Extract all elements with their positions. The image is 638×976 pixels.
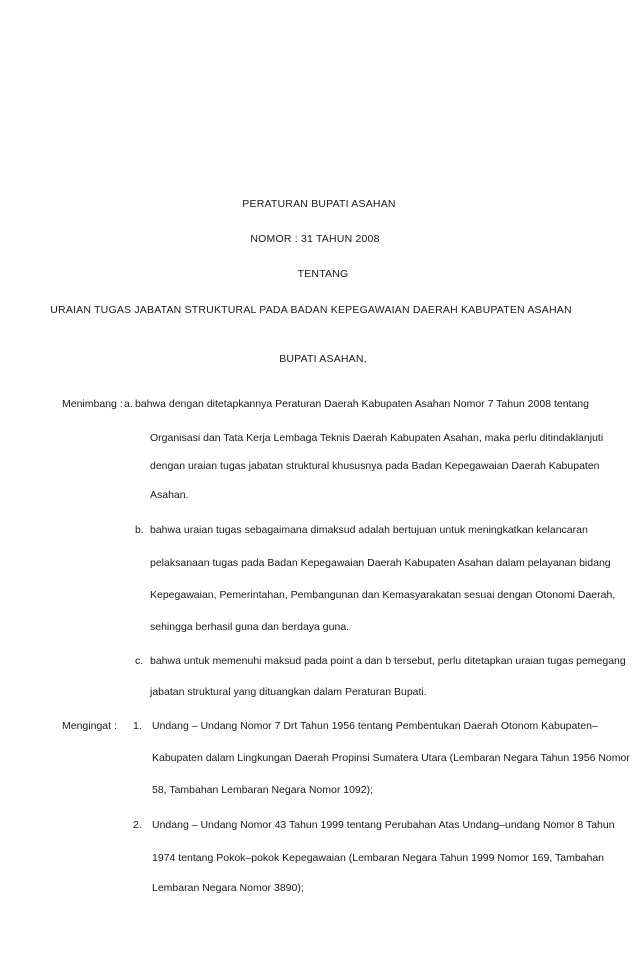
item-line: bahwa dengan ditetapkannya Peraturan Daerah Kabupaten Asahan Nomor 7 Tahun 2008 tentang — [135, 398, 589, 410]
regulation-number: NOMOR : 31 TAHUN 2008 — [250, 233, 380, 245]
about-heading: TENTANG — [297, 268, 349, 280]
item-line: Kepegawaian, Pemerintahan, Pembangunan dan Kemasyarakatan sesuai dengan Otonomi Daerah, — [150, 589, 616, 601]
item-line: pelaksanaan tugas pada Badan Kepegawaian Daerah Kabupaten Asahan dalam pelayanan bidang — [150, 557, 611, 569]
regulation-title: PERATURAN BUPATI ASAHAN — [242, 198, 396, 210]
regulation-subject: URAIAN TUGAS JABATAN STRUKTURAL PADA BADAN KEPEGAWAIAN DAERAH KABUPATEN ASAHAN — [50, 304, 572, 316]
item-line: jabatan struktural yang dituangkan dalam Peraturan Bupati. — [150, 686, 427, 698]
item-line: Kabupaten dalam Lingkungan Daerah Propinsi Sumatera Utara (Lembaran Negara Tahun 1956 Nomor — [152, 752, 630, 764]
item-marker: c. — [135, 655, 144, 667]
item-line: dengan uraian tugas jabatan struktural khususnya pada Badan Kepegawaian Daerah Kabupaten — [150, 460, 600, 472]
item-line: bahwa untuk memenuhi maksud pada point a dan b tersebut, perlu ditetapkan uraian tugas pemegang — [150, 655, 626, 667]
item-line: Undang – Undang Nomor 43 Tahun 1999 tentang Perubahan Atas Undang–undang Nomor 8 Tahun — [152, 819, 615, 831]
item-marker: 1. — [133, 720, 142, 732]
authority-heading: BUPATI ASAHAN, — [279, 353, 367, 365]
item-line: Organisasi dan Tata Kerja Lembaga Teknis Daerah Kabupaten Asahan, maka perlu ditindaklanjuti — [150, 432, 604, 444]
mengingat-label: Mengingat : — [62, 720, 117, 732]
item-marker: a. — [124, 398, 133, 410]
item-line: Asahan. — [150, 489, 189, 501]
item-marker: 2. — [133, 819, 142, 831]
item-line: 58, Tambahan Lembaran Negara Nomor 1092); — [152, 784, 374, 796]
item-line: 1974 tentang Pokok–pokok Kepegawaian (Lembaran Negara Tahun 1999 Nomor 169, Tambahan — [152, 852, 605, 864]
item-line: Undang – Undang Nomor 7 Drt Tahun 1956 tentang Pembentukan Daerah Otonom Kabupaten– — [152, 720, 598, 732]
item-line: sehingga berhasil guna dan berdaya guna. — [150, 621, 350, 633]
item-marker: b. — [135, 524, 144, 536]
item-line: bahwa uraian tugas sebagaimana dimaksud adalah bertujuan untuk meningkatkan kelancaran — [150, 524, 588, 536]
item-line: Lembaran Negara Nomor 3890); — [152, 882, 304, 894]
menimbang-label: Menimbang : — [62, 398, 123, 410]
